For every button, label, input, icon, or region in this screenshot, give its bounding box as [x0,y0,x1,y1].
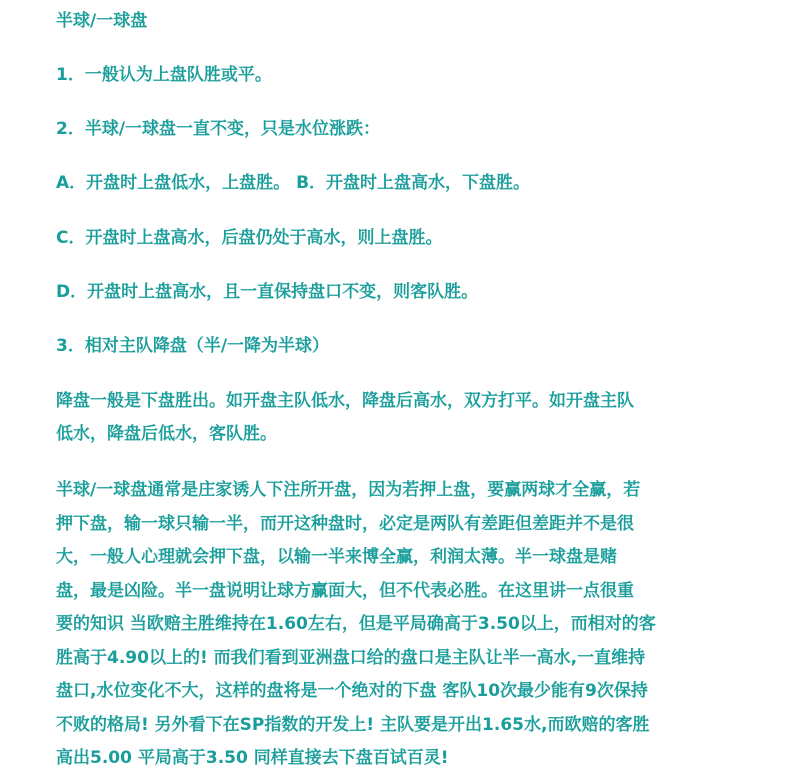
paragraph-line: 半球/一球盘通常是庄家诱人下注所开盘，因为若押上盘，要赢两球才全赢，若 [56,480,641,500]
point-2-option-c: C．开盘时上盘高水，后盘仍处于高水，则上盘胜。 [56,228,443,248]
paragraph-handicap-drop [56,385,756,451]
paragraph-line: 不败的格局! 另外看下在SP指数的开发上! 主队要是开出1.65水,而欧赔的客胜 [56,714,650,735]
paragraph-line: 盘口,水位变化不大，这样的盘将是一个绝对的下盘 客队10次最少能有9次保持 [56,681,648,701]
point-1: 1．一般认为上盘队胜或平。 [56,65,272,85]
paragraph-line: 低水，降盘后低水，客队胜。 [56,424,277,444]
article-title: 半球/一球盘 [56,11,148,31]
paragraph-line: 降盘一般是下盘胜出。如开盘主队低水，降盘后高水，双方打平。如开盘主队 [56,391,634,411]
paragraph-line: 胜高于4.90以上的! 而我们看到亚洲盘口给的盘口是主队让半一高水,一直维持 [56,647,646,668]
paragraph-line: 高出5.00 平局高于3.50 同样直接去下盘百试百灵! [56,748,449,768]
point-2-option-d: D．开盘时上盘高水，且一直保持盘口不变，则客队胜。 [56,282,479,302]
paragraph-line: 大，一般人心理就会押下盘，以输一半来博全赢，利润太薄。半一球盘是赌 [56,547,617,567]
point-3: 3．相对主队降盘（半/一降为半球） [56,336,330,356]
paragraph-line: 盘，最是凶险。半一盘说明让球方赢面大，但不代表必胜。在这里讲一点很重 [56,580,634,601]
paragraph-main-explanation [56,474,756,776]
paragraph-line: 押下盘，输一球只输一半，而开这种盘时，必定是两队有差距但差距并不是很 [56,513,634,534]
point-2-options-ab: A．开盘时上盘低水，上盘胜。 B．开盘时上盘高水，下盘胜。 [56,173,531,193]
point-2: 2．半球/一球盘一直不变，只是水位涨跌： [56,119,381,139]
paragraph-line: 要的知识 当欧赔主胜维持在1.60左右，但是平局确高于3.50以上，而相对的客 [56,614,656,634]
